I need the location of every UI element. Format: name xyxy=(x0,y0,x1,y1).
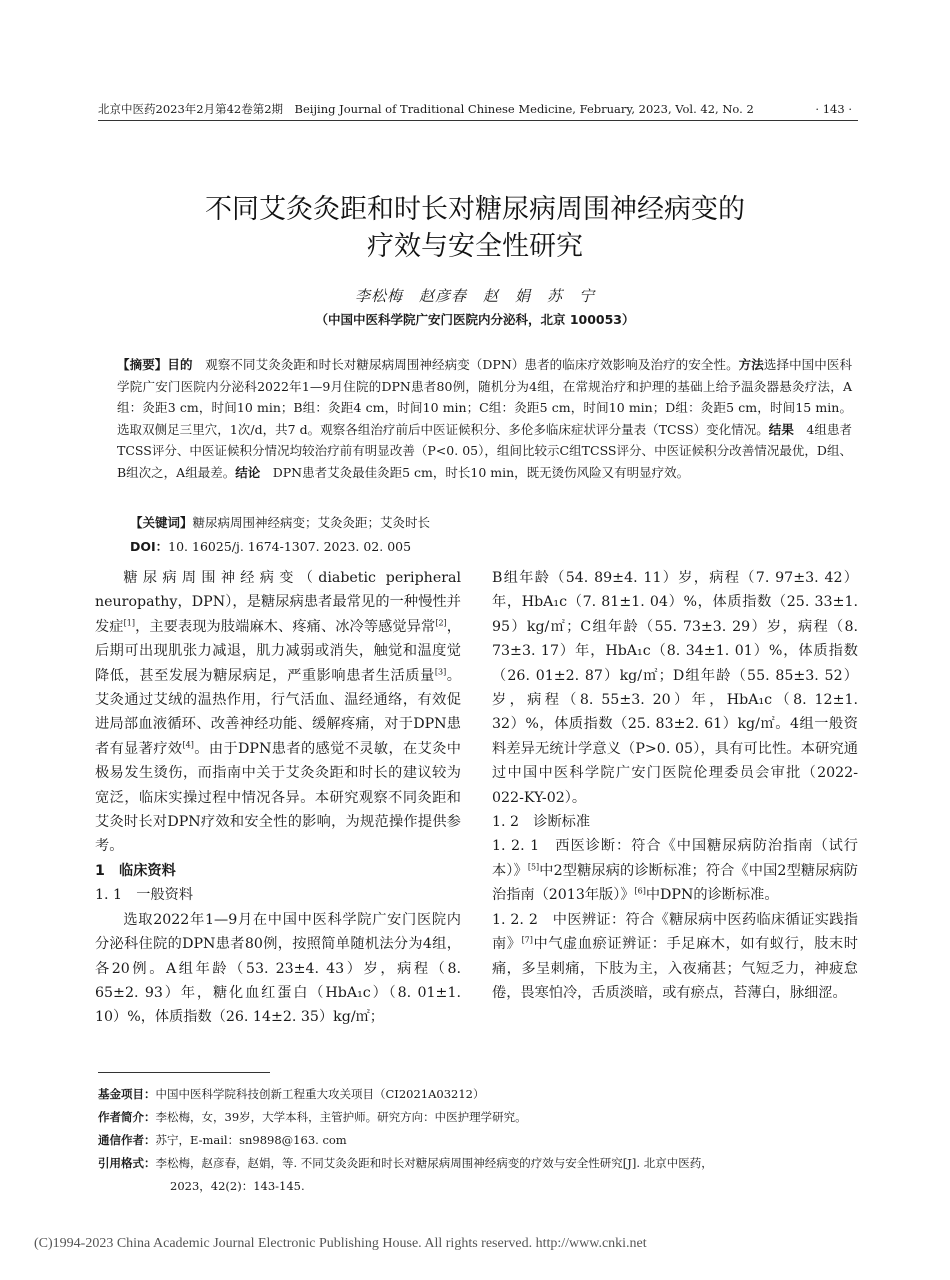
section-heading-1: 1 临床资料 xyxy=(95,862,176,879)
copyright-line: (C)1994-2023 China Academic Journal Electronic Publishing House. All rights reserved. http://www.cnki.net xyxy=(34,1236,647,1251)
citation-ref-4: [4] xyxy=(182,740,194,750)
citation-ref-7: [7] xyxy=(521,935,533,945)
intro-text-b: ，主要表现为肢端麻木、疼痛、冰冷等感觉异常 xyxy=(134,618,436,635)
fund-text: 中国中医科学院科技创新工程重大攻关项目（CI2021A03212） xyxy=(155,1087,485,1101)
citation-ref-3: [3] xyxy=(434,666,447,676)
fund-label: 基金项目： xyxy=(98,1087,156,1101)
doi xyxy=(130,537,850,557)
abstract-results: 4组患者TCSS评分、中医证候积分情况均较治疗前有明显改善（P<0. 05），组间比较示C组TCSS评分、中医证候积分改善情况最优，D组、B组次之，A组最差。 xyxy=(117,421,852,480)
abstract xyxy=(117,354,852,483)
page-number: · 143 · xyxy=(815,102,852,116)
footnote-citation-cont: 2023，42(2)：143-145. xyxy=(170,1179,305,1193)
group-data-paragraph: B组年龄（54. 89±4. 11）岁，病程（7. 97±3. 42）年，HbA₁c（7. 81±1. 04）%，体质指数（25. 33±1. 95）kg/㎡；C组年龄（55. 73±3. 29）岁，病程（8. 73±3. 17）年，HbA₁c（8. 34±1. 01）%，体质指数（26. 01±2. 87）kg/㎡；D组年龄（55. 85±3. 52）岁，病程（8. 55±3. 20）年，HbA₁c（8. 12±1. 32）%，体质指数（25. 83±2. 61）kg/㎡。4组一般资料差异无统计学意义（P>0. 05），具有可比性。本研究通过中国中医科学院广安门医院伦理委员会审批（2022-022-KY-02）。 xyxy=(492,570,858,806)
section-heading-1-2: 1. 2 诊断标准 xyxy=(492,814,591,831)
abstract-conclusion: DPN患者艾灸最佳灸距5 cm，时长10 min，既无烫伤风险又有明显疗效。 xyxy=(272,464,690,480)
intro-text-e: 。由于DPN患者的感觉不灵敏，在艾灸中极易发生烫伤，而指南中关于艾灸灸距和时长的建议较为宽泛，临床实操过程中情况各异。本研究观察不同灸距和艾灸时长对DPN疗效和安全性的影响，为规范操作提供参考。 xyxy=(95,740,461,855)
abstract-methods: 选择中国中医科学院广安门医院内分泌科2022年1—9月住院的DPN患者80例，随机分为4组，在常规治疗和护理的基础上给予温灸器悬灸疗法，A组：灸距3 cm，时间10 min；B组：灸距4 cm，时间10 min；C组：灸距5 cm，时间10 min；D组：灸距5 cm，时间15 min。选取双侧足三里穴，1次/d，共7 d。观察各组治疗前后中医证候积分、多伦多临床症状评分量表（TCSS）变化情况。 xyxy=(117,357,852,437)
general-data-paragraph: 选取2022年1—9月在中国中医科学院广安门医院内分泌科住院的DPN患者80例，按照简单随机法分为4组，各20例。A组年龄（53. 23±4. 43）岁，病程（8. 65±2. 93）年，糖化血红蛋白（HbA₁c）（8. 01±1. 10）%，体质指数（26. 14±2. 35）kg/㎡； xyxy=(95,911,461,1026)
citation-format-text: 李松梅，赵彦春，赵娟，等. 不同艾灸灸距和时长对糖尿病周围神经病变的疗效与安全性研究[J]. 北京中医药， xyxy=(155,1156,713,1170)
body-column-left xyxy=(95,566,461,1030)
abstract-results-label: 结果 xyxy=(768,421,794,437)
footnote-corresponding xyxy=(98,1129,858,1152)
author-bio-label: 作者简介： xyxy=(98,1110,156,1124)
intro-text-c: ，后期可出现肌张力减退，肌力减弱或消失，触觉和温度觉降低，甚至发展为糖尿病足，严重影响患者生活质量 xyxy=(95,618,461,684)
abstract-label: 【摘要】目的 xyxy=(117,357,193,372)
intro-text-d: 。艾灸通过艾绒的温热作用，行气活血、温经通络，有效促进局部血液循环、改善神经功能、缓解疼痛，对于DPN患者有显著疗效 xyxy=(95,667,461,757)
tcm-diagnosis-text-a: 1. 2. 2 中医辨证：符合《糖尿病中医药临床循证实践指南》 xyxy=(492,911,858,953)
western-diagnosis-paragraph xyxy=(492,834,858,907)
tcm-diagnosis-text-b: 中气虚血瘀证辨证：手足麻木，如有蚁行，肢末时痛，多呈刺痛，下肢为主，入夜痛甚；气短乏力，神疲怠倦，畏寒怕冷，舌质淡暗，或有瘀点，苔薄白，脉细涩。 xyxy=(492,936,858,1001)
article-title-line-2: 疗效与安全性研究 xyxy=(367,231,583,262)
footnote-citation xyxy=(98,1152,858,1175)
citation-ref-2: [2] xyxy=(435,618,447,628)
footnote-author xyxy=(98,1106,858,1129)
journal-name-cn: 北京中医药2023年2月第42卷第2期 xyxy=(98,102,284,116)
footnote-rule xyxy=(98,1072,270,1073)
citation-ref-5: [5] xyxy=(527,862,540,872)
journal-citation xyxy=(98,101,754,117)
citation-format-label: 引用格式： xyxy=(98,1156,156,1170)
doi-text: 10. 16025/j. 1674-1307. 2023. 02. 005 xyxy=(168,539,412,554)
footnotes xyxy=(98,1083,858,1198)
corresponding-text: 苏宁，E-mail：sn9898@163. com xyxy=(155,1133,347,1147)
journal-name-en: Beijing Journal of Traditional Chinese Medicine, February, 2023, Vol. 42, No. 2 xyxy=(294,102,754,116)
corresponding-label: 通信作者： xyxy=(98,1133,156,1147)
author-list: 李松梅 赵彦春 赵 娟 苏 宁 xyxy=(354,287,595,305)
abstract-conclusion-label: 结论 xyxy=(235,464,261,480)
header-rule xyxy=(98,120,858,121)
intro-text-a: 糖尿病周围神经病变（diabetic peripheral neuropathy，DPN），是糖尿病患者最常见的一种慢性并发症 xyxy=(95,570,461,635)
keywords-text: 糖尿病周围神经病变；艾灸灸距；艾灸时长 xyxy=(192,515,431,530)
body-column-right xyxy=(492,566,858,1005)
western-diagnosis-text-c: 中DPN的诊断标准。 xyxy=(645,887,779,904)
western-diagnosis-text-a: 1. 2. 1 西医诊断：符合《中国糖尿病防治指南（试行本）》 xyxy=(492,838,858,879)
keywords xyxy=(130,513,850,533)
running-header xyxy=(98,101,858,117)
author-bio-text: 李松梅，女，39岁，大学本科，主管护师。研究方向：中医护理学研究。 xyxy=(155,1110,527,1124)
affiliation: （中国中医科学院广安门医院内分泌科，北京 100053） xyxy=(315,312,635,327)
abstract-objective: 观察不同艾灸灸距和时长对糖尿病周围神经病变（DPN）患者的临床疗效影响及治疗的安全性。 xyxy=(205,357,739,372)
citation-ref-6: [6] xyxy=(634,886,646,896)
citation-ref-1: [1] xyxy=(123,618,135,628)
abstract-methods-label: 方法 xyxy=(738,357,764,372)
intro-paragraph xyxy=(95,566,461,859)
tcm-diagnosis-paragraph xyxy=(492,908,858,1006)
keywords-label: 【关键词】 xyxy=(130,515,193,530)
footnote-fund xyxy=(98,1083,858,1106)
western-diagnosis-text-b: 中2型糖尿病的诊断标准；符合《中国2型糖尿病防治指南（2013年版）》 xyxy=(492,862,858,904)
doi-label: DOI： xyxy=(130,539,169,554)
section-heading-1-1: 1. 1 一般资料 xyxy=(95,887,194,904)
article-title-line-1: 不同艾灸灸距和时长对糖尿病周围神经病变的 xyxy=(205,194,745,225)
